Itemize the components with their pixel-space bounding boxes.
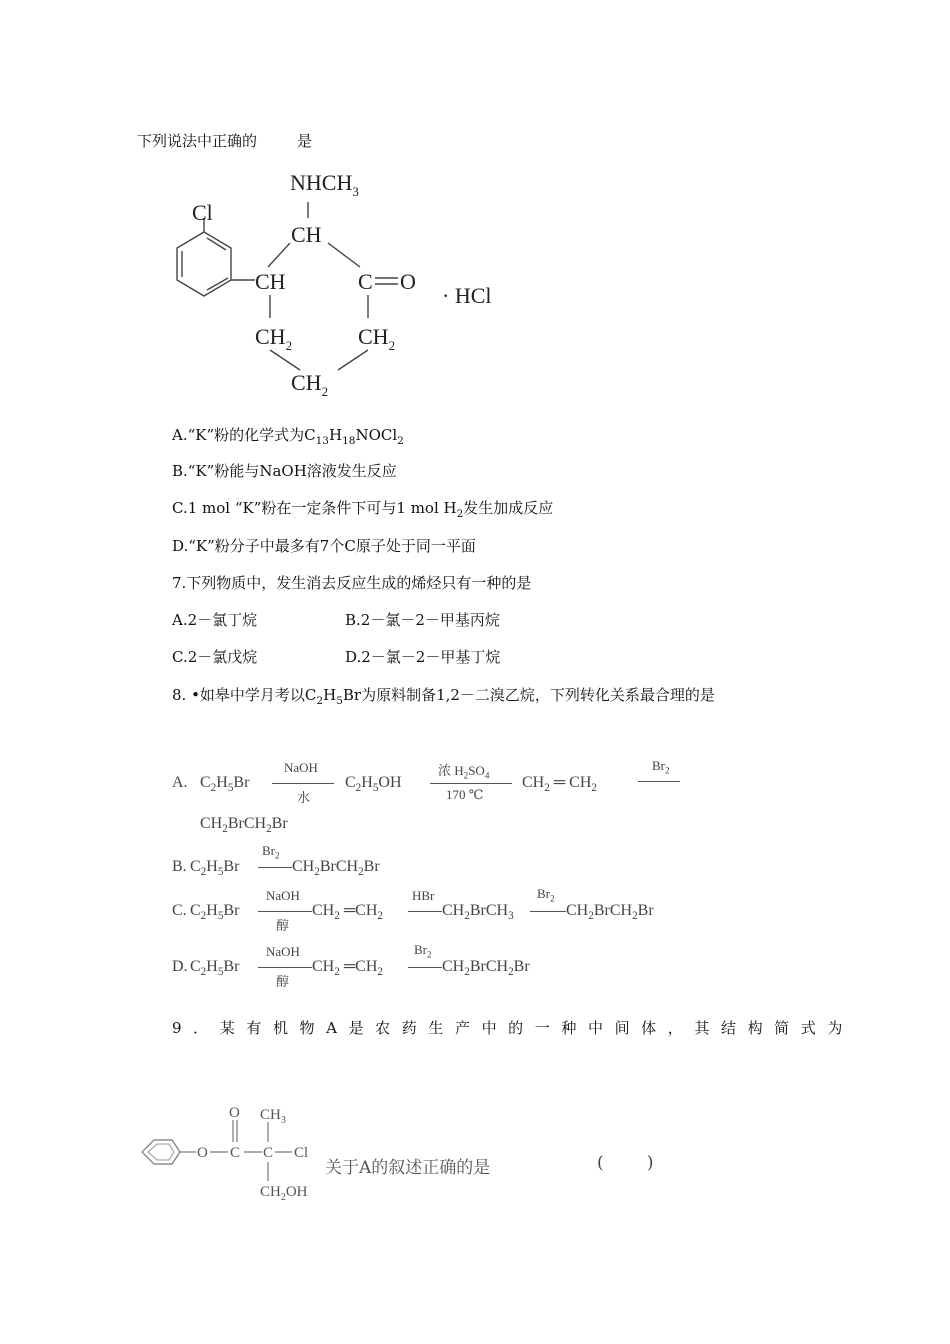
q6-option-a: A.“K”粉的化学式为$C_{13}H_{18}NOCl_2$ bbox=[172, 426, 404, 447]
q7-stem: 7.下列物质中，发生消去反应生成的烯烃只有一种的是 bbox=[172, 574, 532, 592]
a-carbonyl-o: O bbox=[229, 1105, 240, 1121]
q8-a-reagent1-top: NaOH bbox=[284, 760, 318, 775]
q8-d-reactant: $C_2H_5Br$ bbox=[190, 958, 240, 979]
q8-b-arrow bbox=[258, 867, 292, 868]
struct-ch2-bottom: $CH_2$ bbox=[291, 370, 329, 399]
q7-option-a: A.2－氯丁烷 bbox=[172, 611, 258, 629]
q8-a-arrow3 bbox=[638, 781, 680, 782]
q8-a-label: A. bbox=[172, 774, 188, 791]
q8-c-reagent2-top: HBr bbox=[412, 888, 435, 903]
q6-option-d: D.“K”粉分子中最多有7个C原子处于同一平面 bbox=[172, 537, 476, 555]
a-chloro: Cl bbox=[294, 1145, 309, 1161]
q8-a-product: $CH_2BrCH_2Br$ bbox=[200, 815, 288, 836]
q8-b-label: B. bbox=[172, 858, 187, 875]
q8-d-reagent2-top: $Br_2$ bbox=[414, 942, 432, 960]
q9-paren: ( ) bbox=[597, 1153, 654, 1173]
q8-a-reagent3-top: $Br_2$ bbox=[652, 758, 670, 776]
struct-ch2-right: $CH_2$ bbox=[358, 324, 396, 353]
q8-d-reagent1-top: NaOH bbox=[266, 944, 300, 959]
q8-c-intermediate1: $CH_2$ $═CH_2$ bbox=[312, 902, 383, 923]
q8-c-reagent3-top: $Br_2$ bbox=[537, 886, 555, 904]
a-methyl: $CH_3$ bbox=[260, 1107, 286, 1126]
q8-d-product: $CH_2BrCH_2Br$ bbox=[442, 958, 530, 979]
q8-a-intermediate2: $CH_2$ ═ $CH_2$ bbox=[522, 774, 597, 795]
q8-b-product: $CH_2BrCH_2Br$ bbox=[292, 858, 380, 879]
q8-stem: 8. •如皋中学月考以$C_2H_5Br$为原料制备1,2－二溴乙烷，下列转化关系最合理的是 bbox=[172, 686, 715, 707]
intro-tail: 是 bbox=[297, 132, 313, 150]
q8-c-product: $CH_2BrCH_2Br$ bbox=[566, 902, 654, 923]
compound-a-structure bbox=[130, 1095, 330, 1205]
ketamine-structure bbox=[160, 160, 540, 400]
q8-a-intermediate1: $C_2H_5OH$ bbox=[345, 774, 402, 795]
q8-c-label: C. bbox=[172, 902, 187, 919]
a-hydroxymethyl: $CH_2OH$ bbox=[260, 1184, 308, 1203]
q8-c-arrow1 bbox=[258, 911, 312, 912]
struct-ch-top: CH bbox=[291, 222, 322, 247]
struct-hcl-salt: · HCl bbox=[442, 283, 492, 308]
struct-nhch3: $NHCH_3$ bbox=[290, 170, 359, 199]
struct-carbonyl-c: C bbox=[358, 269, 373, 294]
intro-text: 下列说法中正确的 bbox=[137, 132, 258, 150]
q9-stem: 9．某有机物A是农药生产中的一种中间体，其结构简式为 bbox=[172, 1019, 854, 1037]
q8-d-label: D. bbox=[172, 958, 188, 975]
q8-c-arrow2 bbox=[408, 911, 442, 912]
q8-a-reagent2-top: 浓 $H_2SO_4$ bbox=[438, 763, 490, 781]
q8-c-reagent1-top: NaOH bbox=[266, 888, 300, 903]
q8-c-reagent1-bottom: 醇 bbox=[276, 918, 290, 933]
q8-c-reactant: $C_2H_5Br$ bbox=[190, 902, 240, 923]
a-carbonyl-c: C bbox=[230, 1145, 241, 1161]
q8-a-reagent2-bottom: 170 ℃ bbox=[446, 787, 484, 802]
q8-a-reactant: $C_2H_5Br$ bbox=[200, 774, 250, 795]
q8-c-arrow3 bbox=[530, 911, 566, 912]
q8-d-reagent1-bottom: 醇 bbox=[276, 974, 290, 989]
q8-a-arrow2 bbox=[430, 783, 512, 784]
q6-option-c: C.1 mol “K”粉在一定条件下可与1 mol $H_2$发生加成反应 bbox=[172, 499, 554, 520]
q8-b-reactant: $C_2H_5Br$ bbox=[190, 858, 240, 879]
q9-tail: 关于A的叙述正确的是 bbox=[325, 1158, 491, 1178]
struct-cl: Cl bbox=[192, 200, 213, 225]
a-quaternary-c: C bbox=[263, 1145, 274, 1161]
struct-ch2-left: $CH_2$ bbox=[255, 324, 293, 353]
q8-d-intermediate: $CH_2$ $═CH_2$ bbox=[312, 958, 383, 979]
q8-a-reagent1-bottom: 水 bbox=[297, 790, 311, 805]
q7-option-b: B.2－氯－2－甲基丙烷 bbox=[345, 611, 500, 629]
q7-option-d: D.2－氯－2－甲基丁烷 bbox=[345, 648, 501, 666]
q8-c-intermediate2: $CH_2BrCH_3$ bbox=[442, 902, 514, 923]
q8-d-arrow1 bbox=[258, 967, 312, 968]
q8-d-arrow2 bbox=[408, 967, 442, 968]
q8-a-arrow1 bbox=[272, 783, 334, 784]
a-ester-o: O bbox=[197, 1145, 208, 1161]
struct-ch-left: CH bbox=[255, 269, 286, 294]
q6-option-b: B.“K”粉能与NaOH溶液发生反应 bbox=[172, 462, 397, 480]
q7-option-c: C.2－氯戊烷 bbox=[172, 648, 258, 666]
q8-b-reagent-top: $Br_2$ bbox=[262, 843, 280, 861]
struct-carbonyl-o: O bbox=[400, 269, 416, 294]
